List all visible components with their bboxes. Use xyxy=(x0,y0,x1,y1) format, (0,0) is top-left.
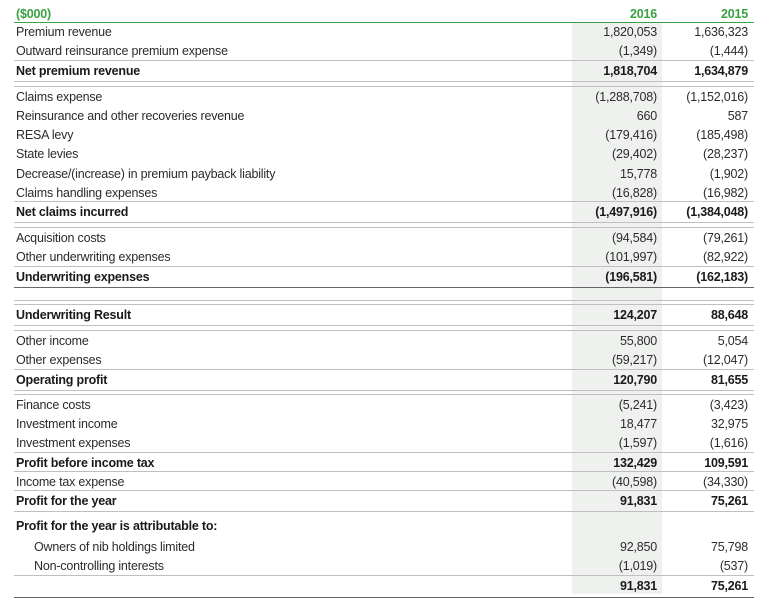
table-row xyxy=(0,537,768,557)
value-2015: 75,261 xyxy=(710,494,748,508)
value-2016: 55,800 xyxy=(619,334,657,348)
row-divider xyxy=(14,227,754,228)
table-row xyxy=(0,305,768,325)
row-divider xyxy=(14,81,754,82)
row-label: Underwriting Result xyxy=(16,308,131,322)
units-label: ($000) xyxy=(16,7,51,21)
value-2016: 1,820,053 xyxy=(603,25,657,39)
table-row xyxy=(0,350,768,370)
row-label: Premium revenue xyxy=(16,25,112,39)
value-2015: (79,261) xyxy=(703,231,748,245)
row-label: Non-controlling interests xyxy=(34,559,164,573)
value-2016: 18,477 xyxy=(619,417,657,431)
value-2016: (1,597) xyxy=(618,436,657,450)
row-divider xyxy=(14,394,754,395)
table-row xyxy=(0,556,768,576)
row-label: Reinsurance and other recoveries revenue xyxy=(16,109,245,123)
row-divider xyxy=(14,390,754,391)
value-2016: (59,217) xyxy=(612,353,657,367)
row-label: Decrease/(increase) in premium payback liability xyxy=(16,167,276,181)
row-divider xyxy=(14,222,754,223)
value-2015: (1,152,016) xyxy=(686,90,748,104)
table-row xyxy=(0,331,768,351)
table-row xyxy=(0,41,768,61)
row-label: Underwriting expenses xyxy=(16,270,150,284)
table-row xyxy=(0,106,768,126)
value-2016: (5,241) xyxy=(618,398,657,412)
row-label: Profit for the year xyxy=(16,494,117,508)
value-2016: (16,828) xyxy=(612,186,657,200)
row-label: Profit before income tax xyxy=(16,456,155,470)
table-row xyxy=(0,516,768,536)
value-2016: 1,818,704 xyxy=(603,64,657,78)
value-2016: (1,288,708) xyxy=(595,90,657,104)
value-2015: 81,655 xyxy=(710,373,748,387)
row-label: Profit for the year is attributable to: xyxy=(16,519,218,533)
table-row xyxy=(0,395,768,415)
value-2016: (1,349) xyxy=(618,44,657,58)
value-2016: (1,019) xyxy=(618,559,657,573)
row-divider xyxy=(14,511,754,512)
value-2016: (29,402) xyxy=(612,147,657,161)
row-divider xyxy=(14,86,754,87)
value-2015: 587 xyxy=(727,109,748,123)
row-divider xyxy=(14,304,754,305)
table-row xyxy=(0,414,768,434)
value-2016: (1,497,916) xyxy=(595,205,657,219)
value-2015: 88,648 xyxy=(710,308,748,322)
table-row xyxy=(0,22,768,42)
row-divider xyxy=(14,471,754,472)
value-2015: (28,237) xyxy=(703,147,748,161)
row-divider xyxy=(14,300,754,301)
table-row xyxy=(0,433,768,453)
value-2015: (162,183) xyxy=(696,270,748,284)
value-2016: 15,778 xyxy=(619,167,657,181)
table-row xyxy=(0,87,768,107)
column-header-2015: 2015 xyxy=(720,7,748,21)
table-row xyxy=(0,247,768,267)
row-label: Acquisition costs xyxy=(16,231,106,245)
row-label: Net claims incurred xyxy=(16,205,129,219)
row-label: Other underwriting expenses xyxy=(16,250,171,264)
value-2015: (1,902) xyxy=(709,167,748,181)
row-divider xyxy=(14,452,754,453)
table-row xyxy=(0,202,768,222)
table-row xyxy=(0,472,768,492)
table-row xyxy=(0,453,768,473)
value-2016: (94,584) xyxy=(612,231,657,245)
row-divider xyxy=(14,597,754,598)
table-row xyxy=(0,491,768,511)
row-divider xyxy=(14,575,754,576)
value-2015: (12,047) xyxy=(703,353,748,367)
table-row xyxy=(0,576,768,596)
value-2016: (179,416) xyxy=(605,128,657,142)
row-divider xyxy=(14,287,754,288)
value-2015: (1,616) xyxy=(709,436,748,450)
row-label: Outward reinsurance premium expense xyxy=(16,44,228,58)
value-2015: (185,498) xyxy=(696,128,748,142)
table-row xyxy=(0,164,768,184)
row-divider xyxy=(14,330,754,331)
row-divider xyxy=(14,325,754,326)
value-2015: (16,982) xyxy=(703,186,748,200)
value-2015: 75,798 xyxy=(710,540,748,554)
value-2015: 1,636,323 xyxy=(694,25,748,39)
value-2015: (3,423) xyxy=(709,398,748,412)
value-2016: 92,850 xyxy=(619,540,657,554)
row-label: Investment income xyxy=(16,417,118,431)
row-label: RESA levy xyxy=(16,128,74,142)
table-row xyxy=(0,267,768,287)
row-label: Operating profit xyxy=(16,373,108,387)
value-2016: 91,831 xyxy=(619,579,657,593)
table-row xyxy=(0,183,768,203)
value-2015: (1,444) xyxy=(709,44,748,58)
value-2015: 5,054 xyxy=(717,334,748,348)
value-2015: (34,330) xyxy=(703,475,748,489)
row-divider xyxy=(14,490,754,491)
value-2016: 660 xyxy=(636,109,657,123)
table-row xyxy=(0,228,768,248)
value-2015: 75,261 xyxy=(710,579,748,593)
row-label: Investment expenses xyxy=(16,436,131,450)
row-divider xyxy=(14,369,754,370)
value-2015: 109,591 xyxy=(704,456,748,470)
value-2016: 124,207 xyxy=(613,308,657,322)
value-2015: (537) xyxy=(719,559,748,573)
value-2016: 132,429 xyxy=(613,456,657,470)
table-row xyxy=(0,125,768,145)
value-2016: 91,831 xyxy=(619,494,657,508)
row-label: Claims expense xyxy=(16,90,103,104)
row-divider xyxy=(14,266,754,267)
value-2015: 32,975 xyxy=(710,417,748,431)
value-2016: (196,581) xyxy=(605,270,657,284)
table-row xyxy=(0,144,768,164)
value-2016: (40,598) xyxy=(612,475,657,489)
row-label: Claims handling expenses xyxy=(16,186,158,200)
row-label: Finance costs xyxy=(16,398,91,412)
table-header xyxy=(0,4,768,24)
row-divider xyxy=(14,60,754,61)
table-row xyxy=(0,370,768,390)
row-label: Income tax expense xyxy=(16,475,125,489)
row-label: State levies xyxy=(16,147,79,161)
row-label: Other expenses xyxy=(16,353,102,367)
table-row xyxy=(0,61,768,81)
column-header-2016: 2016 xyxy=(629,7,657,21)
row-label: Net premium revenue xyxy=(16,64,141,78)
value-2016: (101,997) xyxy=(605,250,657,264)
value-2016: 120,790 xyxy=(613,373,657,387)
row-label: Other income xyxy=(16,334,89,348)
value-2015: (1,384,048) xyxy=(686,205,748,219)
row-divider xyxy=(14,201,754,202)
value-2015: (82,922) xyxy=(703,250,748,264)
value-2015: 1,634,879 xyxy=(694,64,748,78)
row-label: Owners of nib holdings limited xyxy=(34,540,195,554)
row-divider xyxy=(14,22,754,23)
